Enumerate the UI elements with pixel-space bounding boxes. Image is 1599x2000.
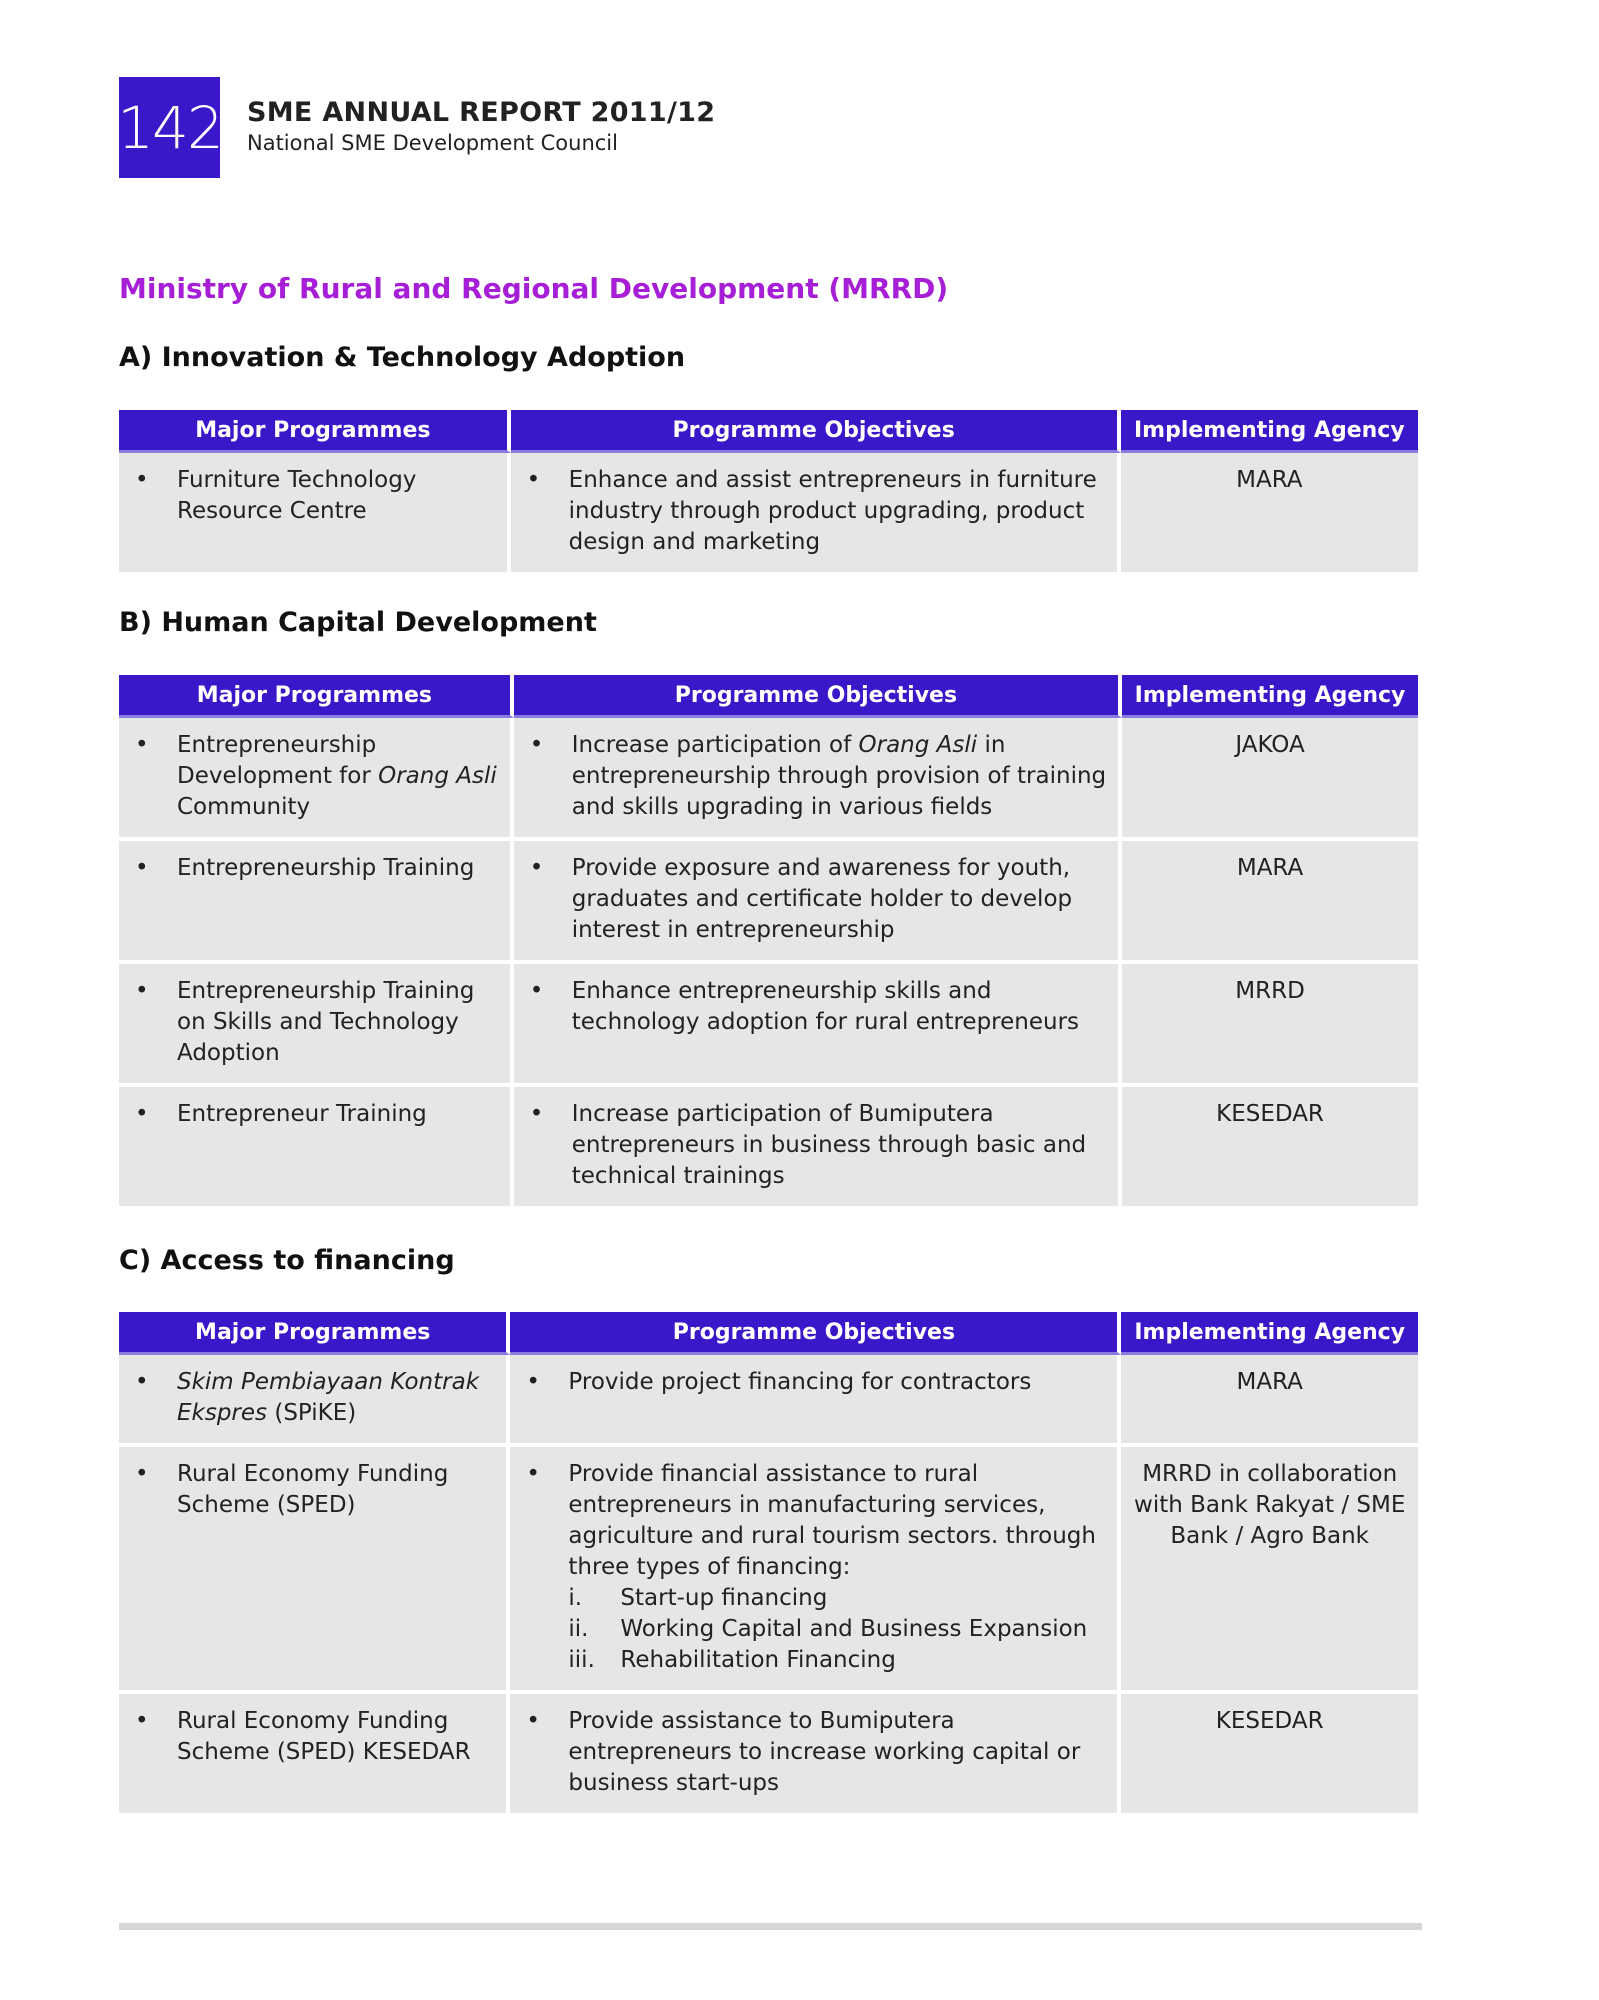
section-a-title: A) Innovation & Technology Adoption bbox=[119, 342, 686, 373]
header-programme-objectives: Programme Objectives bbox=[514, 675, 1122, 718]
objective-cell: • Enhance and assist entrepreneurs in furniture industry through product upgrading, product design and marketing bbox=[511, 453, 1121, 572]
table-row bbox=[119, 1083, 1418, 1206]
agency-cell: KESEDAR bbox=[1121, 1690, 1418, 1813]
agency-cell: KESEDAR bbox=[1122, 1083, 1418, 1206]
ministry-title: Ministry of Rural and Regional Development (MRRD) bbox=[119, 272, 949, 305]
header-implementing-agency: Implementing Agency bbox=[1121, 410, 1418, 453]
table-row bbox=[119, 718, 1418, 837]
table-row bbox=[119, 837, 1418, 960]
list-item: ii. Working Capital and Business Expansion bbox=[568, 1616, 1088, 1642]
programme-cell: • Rural Economy Funding Scheme (SPED) KESEDAR bbox=[119, 1690, 510, 1813]
agency-cell: MRRD in collaboration with Bank Rakyat / SME Bank / Agro Bank bbox=[1121, 1443, 1418, 1690]
list-item: i. Start-up financing bbox=[568, 1585, 828, 1611]
table-row bbox=[119, 960, 1418, 1083]
programme-cell: • Entrepreneurship Development for Orang Asli Community bbox=[119, 718, 514, 837]
table-row bbox=[119, 453, 1418, 572]
header-major-programmes: Major Programmes bbox=[119, 410, 511, 453]
programme-cell: • Entrepreneurship Training on Skills and Technology Adoption bbox=[119, 960, 514, 1083]
section-b-title: B) Human Capital Development bbox=[119, 607, 597, 638]
header-programme-objectives: Programme Objectives bbox=[510, 1312, 1121, 1355]
header-major-programmes: Major Programmes bbox=[119, 1312, 510, 1355]
objective-cell: • Enhance entrepreneurship skills and technology adoption for rural entrepreneurs bbox=[514, 960, 1122, 1083]
programme-cell: • Entrepreneurship Training bbox=[119, 837, 514, 960]
report-title: SME ANNUAL REPORT 2011/12 bbox=[247, 97, 716, 128]
report-subtitle: National SME Development Council bbox=[247, 131, 618, 155]
table-row bbox=[119, 1690, 1418, 1813]
objective-cell: • Provide financial assistance to rural entrepreneurs in manufacturing services, agriculture and rural tourism sectors. through three types of financing: i. Start-up financing ii. Working Capital and Business Expansion iii. Rehabilitation Financing bbox=[510, 1443, 1121, 1690]
list-item: iii. Rehabilitation Financing bbox=[568, 1647, 896, 1673]
objective-cell: • Provide assistance to Bumiputera entrepreneurs to increase working capital or business start-ups bbox=[510, 1690, 1121, 1813]
agency-cell: MARA bbox=[1121, 453, 1418, 572]
table-row bbox=[119, 1443, 1418, 1690]
section-b-table bbox=[119, 675, 1418, 1206]
programme-cell: • Rural Economy Funding Scheme (SPED) bbox=[119, 1443, 510, 1690]
objective-cell: • Increase participation of Bumiputera entrepreneurs in business through basic and technical trainings bbox=[514, 1083, 1122, 1206]
agency-cell: MARA bbox=[1122, 837, 1418, 960]
header-implementing-agency: Implementing Agency bbox=[1121, 1312, 1418, 1355]
section-c-title: C) Access to financing bbox=[119, 1245, 455, 1276]
footer-divider bbox=[119, 1923, 1422, 1930]
header-implementing-agency: Implementing Agency bbox=[1122, 675, 1418, 718]
agency-cell: JAKOA bbox=[1122, 718, 1418, 837]
header-programme-objectives: Programme Objectives bbox=[511, 410, 1121, 453]
page-number: 142 bbox=[119, 77, 220, 178]
programme-cell: • Furniture Technology Resource Centre bbox=[119, 453, 511, 572]
programme-cell: • Skim Pembiayaan Kontrak Ekspres (SPiKE) bbox=[119, 1355, 510, 1443]
objective-cell: • Provide exposure and awareness for youth, graduates and certificate holder to develop interest in entrepreneurship bbox=[514, 837, 1122, 960]
agency-cell: MRRD bbox=[1122, 960, 1418, 1083]
section-a-table bbox=[119, 410, 1418, 572]
programme-cell: • Entrepreneur Training bbox=[119, 1083, 514, 1206]
agency-cell: MARA bbox=[1121, 1355, 1418, 1443]
header-major-programmes: Major Programmes bbox=[119, 675, 514, 718]
section-c-table bbox=[119, 1312, 1418, 1813]
table-row bbox=[119, 1355, 1418, 1443]
objective-cell: • Increase participation of Orang Asli in entrepreneurship through provision of training and skills upgrading in various fields bbox=[514, 718, 1122, 837]
objective-cell: • Provide project financing for contractors bbox=[510, 1355, 1121, 1443]
financing-types-list bbox=[568, 1583, 1109, 1676]
